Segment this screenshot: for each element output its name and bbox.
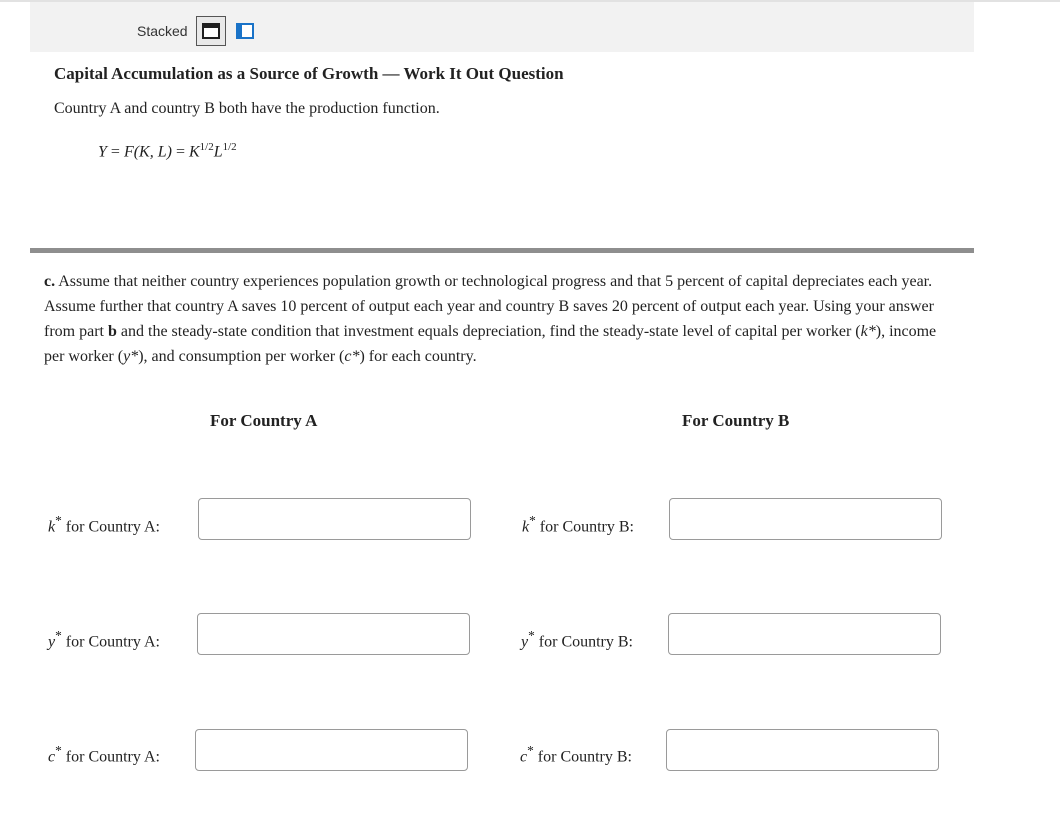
y-star: * (528, 628, 535, 643)
k-country-b-label (522, 513, 634, 536)
label-suffix: for Country A: (61, 748, 160, 766)
stacked-view-button[interactable] (196, 16, 226, 46)
prompt-text-2: and the steady-state condition that investment equals depreciation, find the steady-state level of capital per worker ( (116, 323, 861, 340)
k-letter: k (48, 518, 56, 536)
side-by-side-view-button[interactable] (230, 16, 260, 46)
question-title: Capital Accumulation as a Source of Growth — Work It Out Question (54, 64, 564, 83)
label-suffix: for Country A: (61, 633, 160, 651)
k-symbol: k* (860, 323, 876, 340)
label-suffix: for Country B: (534, 633, 633, 651)
prompt-text-5: ) for each country. (359, 348, 477, 365)
prompt-text-3: ), income per worker ( (44, 323, 937, 365)
k-country-b-input[interactable] (669, 498, 942, 540)
formula-equals: = (110, 143, 120, 161)
y-letter: y (48, 633, 56, 651)
prompt-text-4: ), and consumption per worker ( (138, 348, 345, 365)
k-country-a-input[interactable] (198, 498, 471, 540)
c-country-b-input[interactable] (666, 729, 939, 771)
label-suffix: for Country B: (533, 748, 632, 766)
c-star: * (55, 743, 62, 758)
c-country-b-label (520, 743, 632, 766)
formula-args: (K, L) (133, 143, 172, 161)
y-symbol: y* (123, 348, 139, 365)
country-a-heading: For Country A (210, 411, 318, 430)
stacked-layout-icon (202, 23, 220, 39)
c-symbol: c* (344, 348, 360, 365)
y-country-b-input[interactable] (668, 613, 941, 655)
c-star: * (527, 743, 534, 758)
y-letter: y (521, 633, 529, 651)
formula-k: K (188, 143, 200, 161)
formula-l: L (213, 143, 223, 161)
formula-equals-2: = (175, 143, 185, 161)
production-function-formula (98, 141, 237, 161)
y-country-b-label (521, 628, 633, 651)
y-country-a-label (48, 628, 160, 651)
label-suffix: for Country A: (61, 518, 160, 536)
split-layout-icon (236, 23, 254, 39)
part-b-ref: b (107, 323, 117, 340)
y-star: * (55, 628, 62, 643)
c-country-a-label (48, 743, 160, 766)
part-letter: c. (44, 273, 56, 290)
question-intro: Country A and country B both have the production function. (54, 100, 440, 117)
label-suffix: for Country B: (535, 518, 634, 536)
k-star: * (529, 513, 536, 528)
c-letter: c (48, 748, 56, 766)
c-letter: c (520, 748, 528, 766)
y-country-a-input[interactable] (197, 613, 470, 655)
c-country-a-input[interactable] (195, 729, 468, 771)
k-letter: k (522, 518, 530, 536)
formula-y: Y (98, 143, 107, 161)
part-c-card (30, 253, 974, 819)
prompt-text-1: Assume that neither country experiences population growth or technological progress and that 5 percent of capital depreciates each year. Assume further that country A saves 10 percent of output each year and country B saves 20 percent of output each year. Using your answer from part (44, 273, 934, 340)
part-c-prompt (44, 269, 960, 369)
question-header-card (30, 52, 974, 253)
k-country-a-label (48, 513, 160, 536)
country-b-heading: For Country B (682, 411, 790, 430)
formula-f: F (123, 143, 134, 161)
view-toggle (137, 16, 264, 46)
formula-exp-k: 1/2 (199, 141, 214, 153)
formula-exp-l: 1/2 (222, 141, 237, 153)
view-label: Stacked (137, 23, 188, 39)
k-star: * (55, 513, 62, 528)
